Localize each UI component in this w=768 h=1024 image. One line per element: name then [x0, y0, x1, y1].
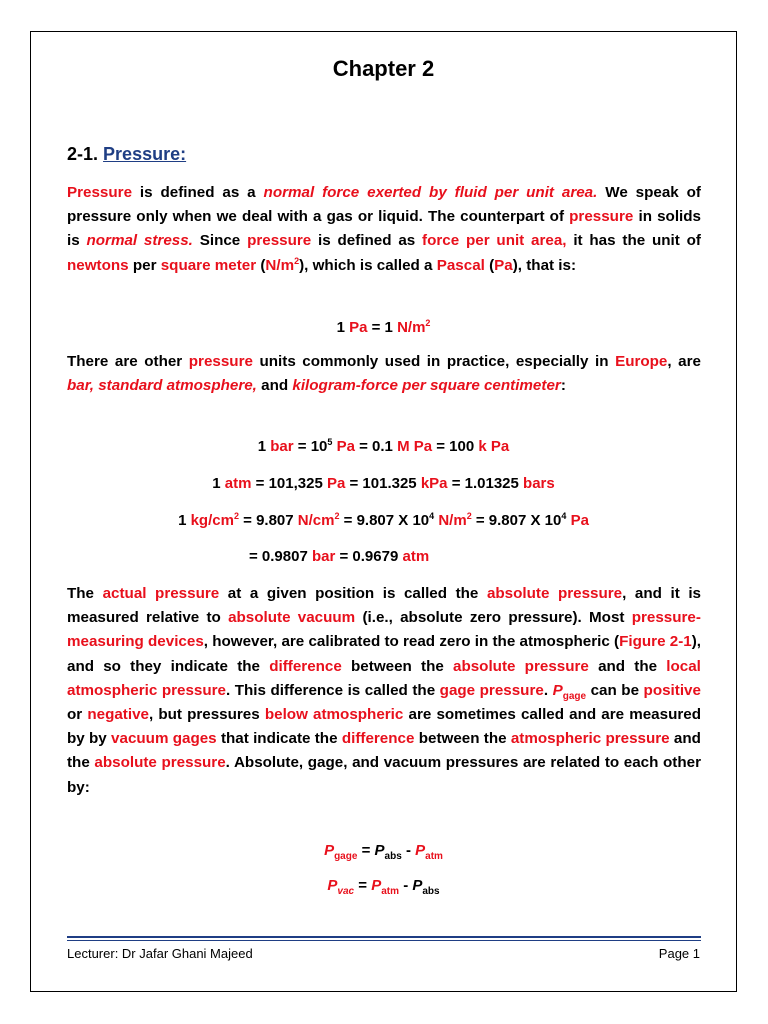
- term-pascal: Pascal: [436, 256, 485, 274]
- eq-unit: kPa: [420, 475, 448, 492]
- subscript: gage: [562, 690, 587, 702]
- text: that indicate the: [220, 730, 338, 748]
- paragraph-units: [67, 350, 701, 398]
- eq-text: [298, 438, 333, 455]
- eq-unit: [397, 319, 430, 336]
- equation-p-gage: [31, 842, 736, 862]
- eq-text: -: [405, 842, 411, 859]
- footer-lecturer: Lecturer: Dr Jafar Ghani Majeed: [67, 946, 253, 961]
- eq-symbol: [327, 877, 355, 897]
- text: (i.e., absolute zero pressure). Most: [362, 609, 625, 627]
- eq-text: = 101,325: [255, 475, 323, 492]
- footer-divider: [67, 940, 701, 941]
- eq-unit: [438, 512, 471, 529]
- term-force-per-unit-area: force per unit area,: [422, 232, 567, 250]
- term-below-atmospheric: below atmospheric: [264, 706, 404, 724]
- eq-text: = 101.325: [349, 475, 417, 492]
- term-gage-pressure: gage pressure: [439, 681, 544, 699]
- exponent: 5: [327, 437, 333, 447]
- exponent: 4: [561, 511, 567, 521]
- exponent: 2: [466, 511, 472, 521]
- eq-unit: bars: [523, 475, 555, 492]
- text: (: [260, 256, 266, 274]
- text: and: [261, 377, 289, 395]
- eq-unit: Pa: [570, 512, 589, 529]
- exponent: 2: [334, 511, 340, 521]
- text: We speak of pressure only when we deal with a gas or liquid. The counterpart of: [67, 184, 701, 226]
- eq-text: = 0.9807: [249, 548, 308, 565]
- exponent: 4: [429, 511, 435, 521]
- eq-text: =: [358, 877, 368, 894]
- unit-base: N/cm: [297, 512, 335, 529]
- section-heading: [67, 144, 186, 165]
- text: ), that is:: [512, 256, 577, 274]
- text: is defined as a: [139, 184, 256, 201]
- term-negative: negative: [87, 706, 149, 724]
- footer-divider: [67, 936, 701, 938]
- subscript: abs: [384, 851, 402, 862]
- term-difference: difference: [341, 730, 415, 748]
- footer-page-number: Page 1: [658, 946, 700, 961]
- eq-text: 1: [212, 475, 221, 492]
- eq-unit: bar: [311, 548, 336, 565]
- unit-base: N/m: [397, 319, 426, 336]
- figure-reference: Figure 2-1: [619, 633, 692, 651]
- text: , are: [667, 353, 701, 370]
- term-pressure: pressure: [247, 232, 312, 250]
- term-positive: positive: [643, 681, 701, 699]
- unit-base: N/m: [438, 512, 467, 529]
- term-definition: normal force exerted by fluid per unit area.: [263, 184, 598, 201]
- term-pressure: Pressure: [67, 184, 133, 201]
- text: and the: [67, 730, 701, 772]
- eq-text: =: [361, 842, 371, 859]
- symbol-p: P: [412, 877, 423, 894]
- unit-base: N/m: [265, 256, 295, 274]
- text: , however, are calibrated to read zero in the atmospheric (: [203, 633, 620, 651]
- symbol-p: P: [374, 842, 385, 859]
- term-vacuum-gages: vacuum gages: [111, 730, 217, 748]
- term-pa: Pa: [494, 256, 513, 274]
- text: per: [132, 256, 157, 274]
- chapter-title: Chapter 2: [332, 56, 435, 81]
- eq-unit: Pa: [349, 319, 368, 336]
- unit-base: kg/cm: [190, 512, 234, 529]
- text: , but pressures: [148, 706, 260, 724]
- text: :: [560, 377, 566, 395]
- term-pressure: pressure: [569, 208, 634, 226]
- eq-unit: atm: [402, 548, 430, 565]
- text: (: [489, 256, 495, 274]
- text: between the: [351, 657, 444, 675]
- subscript: vac: [337, 886, 355, 897]
- term-square-meter: square meter: [160, 256, 257, 274]
- eq-text: = 1.01325: [451, 475, 519, 492]
- eq-text: = 9.807 X 10: [343, 512, 430, 529]
- term-pressure: pressure: [188, 353, 253, 370]
- eq-unit: k Pa: [478, 438, 510, 455]
- text: in solids is: [67, 208, 701, 250]
- eq-unit: bar: [270, 438, 294, 455]
- eq-text: 1: [336, 319, 345, 336]
- eq-text: = 1: [371, 319, 393, 336]
- text: and the: [598, 657, 658, 675]
- eq-unit: atm: [224, 475, 252, 492]
- text: are sometimes called and are measured by by: [67, 706, 701, 748]
- term-pressure-measuring-devices: pressure-measuring devices: [67, 609, 701, 651]
- subscript: atm: [381, 886, 400, 897]
- text: Since: [199, 232, 241, 250]
- eq-symbol: [324, 842, 358, 862]
- term-absolute-vacuum: absolute vacuum: [228, 609, 356, 627]
- equation-atm: [31, 475, 736, 492]
- eq-text: = 100: [436, 438, 475, 455]
- text: . Absolute, gage, and vacuum pressures are related to each other by:: [67, 754, 701, 796]
- equation-bar: [31, 438, 736, 455]
- text: at a given position is called the: [227, 585, 479, 602]
- symbol-p: P: [324, 842, 335, 859]
- text: between the: [418, 730, 507, 748]
- subscript: gage: [334, 851, 358, 862]
- eq-text: [344, 512, 435, 529]
- symbol-p: P: [415, 842, 426, 859]
- text: , and it is measured relative to: [67, 585, 701, 627]
- text: The: [67, 585, 95, 602]
- text: can be: [590, 681, 640, 699]
- eq-unit: M Pa: [397, 438, 433, 455]
- equation-pascal: [31, 319, 736, 336]
- eq-unit: [191, 512, 239, 529]
- term-absolute-pressure: absolute pressure: [94, 754, 226, 772]
- eq-symbol: [415, 842, 443, 862]
- symbol-p: P: [371, 877, 382, 894]
- equation-p-vac: [31, 877, 736, 897]
- eq-text: [476, 512, 567, 529]
- text: or: [67, 706, 83, 724]
- exponent: 2: [233, 511, 239, 521]
- exponent: 2: [294, 255, 300, 266]
- section-number: 2-1.: [67, 144, 99, 164]
- unit-n-per-m2: [265, 257, 299, 274]
- term-absolute-pressure: absolute pressure: [453, 657, 589, 675]
- equation-kgcm2-cont: [249, 548, 429, 565]
- symbol-p: P: [552, 681, 563, 699]
- subscript: atm: [425, 851, 443, 862]
- term-normal-stress: normal stress.: [86, 232, 193, 250]
- term-newtons: newtons: [67, 256, 129, 274]
- text: . This difference is called the: [226, 681, 436, 699]
- term-difference: difference: [269, 657, 342, 675]
- text: There are other: [67, 353, 183, 370]
- exponent: 2: [425, 318, 431, 328]
- text: .: [543, 681, 549, 699]
- term-europe: Europe: [615, 353, 668, 370]
- text: ), and so they indicate the: [67, 633, 701, 675]
- eq-text: = 0.1: [359, 438, 393, 455]
- eq-text: 1: [257, 438, 267, 455]
- equation-kgcm2: [31, 512, 736, 529]
- symbol-p: P: [327, 877, 338, 894]
- paragraph-definition: [67, 181, 701, 278]
- term-actual-pressure: actual pressure: [102, 585, 220, 602]
- eq-unit: Pa: [326, 475, 346, 492]
- text: is defined as: [318, 232, 416, 250]
- eq-unit: Pa: [336, 438, 355, 455]
- text: it has the unit of: [573, 232, 701, 250]
- paragraph-absolute-gage: [67, 582, 701, 800]
- term-absolute-pressure: absolute pressure: [486, 585, 623, 602]
- term-kgf: kilogram-force per square centimeter: [292, 377, 561, 395]
- symbol-p-gage: [552, 681, 587, 702]
- eq-symbol: [371, 877, 400, 897]
- section-title: Pressure:: [103, 144, 187, 164]
- eq-text: = 10: [297, 438, 328, 455]
- eq-text: 1: [178, 512, 187, 529]
- document-page: [30, 31, 737, 992]
- eq-text: = 9.807: [243, 512, 294, 529]
- eq-text: -: [403, 877, 409, 894]
- eq-symbol: [412, 877, 440, 897]
- eq-text: = 9.807 X 10: [475, 512, 562, 529]
- eq-text: = 0.9679: [339, 548, 399, 565]
- subscript: abs: [422, 886, 440, 897]
- text: units commonly used in practice, especially in: [259, 353, 609, 370]
- eq-unit: [298, 512, 340, 529]
- term-atmospheric-pressure: atmospheric pressure: [510, 730, 670, 748]
- term-local-atmospheric-pressure: local atmospheric pressure: [67, 657, 701, 699]
- text: ), which is called a: [299, 256, 433, 274]
- eq-symbol: [374, 842, 402, 862]
- term-bar-std-atm: bar, standard atmosphere,: [67, 377, 257, 395]
